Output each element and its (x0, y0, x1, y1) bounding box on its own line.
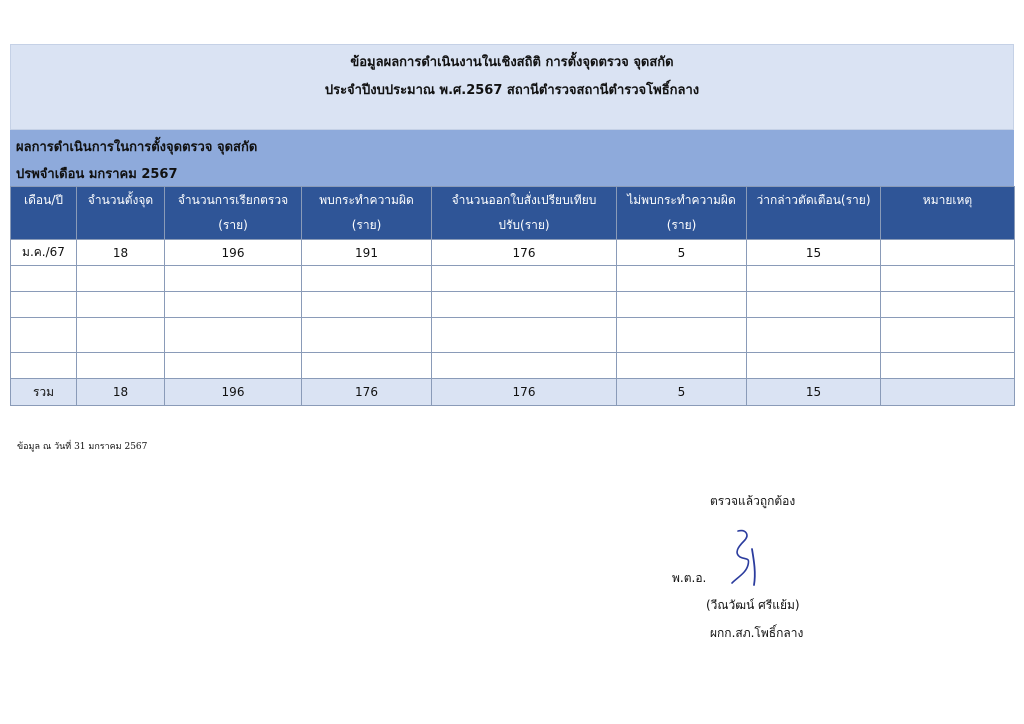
table-cell (165, 318, 302, 353)
col-header-offenses: พบกระทำความผิด (ราย) (302, 187, 432, 240)
table-cell (432, 266, 617, 292)
table-cell: 176 (432, 240, 617, 266)
report-title: ข้อมูลผลการดำเนินงานในเชิงสถิติ การตั้งจุดตรวจ จุดสกัด (350, 55, 674, 70)
table-cell (11, 292, 77, 318)
table-cell (77, 353, 165, 379)
verified-label: ตรวจแล้วถูกต้อง (710, 494, 796, 508)
table-cell (77, 292, 165, 318)
table-cell: 15 (747, 379, 881, 406)
table-cell: 196 (165, 379, 302, 406)
table-total-row (11, 379, 1015, 406)
table-cell (77, 318, 165, 353)
signer-position: ผกก.สภ.โพธิ์กลาง (710, 626, 804, 640)
report-subtitle: ประจำปีงบประมาณ พ.ศ.2567 สถานีตำรวจสถานีตำรวจโพธิ์กลาง (324, 83, 700, 98)
table-cell (302, 353, 432, 379)
section-month: ปรพจำเดือน มกราคม 2567 (16, 167, 178, 182)
table-cell: รวม (11, 379, 77, 406)
table-cell (881, 266, 1015, 292)
table-cell: 5 (617, 240, 747, 266)
col-header-month: เดือน/ปี (11, 187, 77, 240)
table-cell: 191 (302, 240, 432, 266)
table-cell (302, 318, 432, 353)
table-cell: 5 (617, 379, 747, 406)
signer-rank: พ.ต.อ. (672, 571, 707, 585)
table-cell (432, 353, 617, 379)
table-cell (432, 292, 617, 318)
table-cell (881, 353, 1015, 379)
table-cell: 15 (747, 240, 881, 266)
table-cell (747, 266, 881, 292)
table-cell (617, 318, 747, 353)
col-header-checkpoints: จำนวนตั้งจุด (77, 187, 165, 240)
table-cell (747, 353, 881, 379)
table-row (11, 266, 1015, 292)
table-cell (617, 266, 747, 292)
table-cell (77, 266, 165, 292)
table-row (11, 240, 1015, 266)
statistics-table (10, 186, 1015, 406)
table-cell (11, 318, 77, 353)
table-cell (881, 240, 1015, 266)
table-cell (302, 292, 432, 318)
table-cell (881, 292, 1015, 318)
handwritten-signature (726, 527, 766, 589)
table-cell (165, 353, 302, 379)
table-row (11, 292, 1015, 318)
table-cell (11, 353, 77, 379)
col-header-warnings: ว่ากล่าวตัดเตือน(ราย) (747, 187, 881, 240)
table-cell (617, 292, 747, 318)
table-cell (432, 318, 617, 353)
section-header (10, 130, 1014, 186)
table-cell (747, 292, 881, 318)
signer-name: (วีณวัฒน์ ศรีแย้ม) (706, 598, 800, 612)
data-date-note: ข้อมูล ณ วันที่ 31 มกราคม 2567 (17, 442, 148, 452)
report-sheet (10, 44, 1014, 406)
table-cell (165, 292, 302, 318)
table-cell (302, 266, 432, 292)
table-cell: 18 (77, 379, 165, 406)
table-cell: 176 (302, 379, 432, 406)
table-row (11, 318, 1015, 353)
title-block (10, 44, 1014, 130)
table-cell (617, 353, 747, 379)
table-cell: 18 (77, 240, 165, 266)
table-cell (881, 318, 1015, 353)
table-cell (165, 266, 302, 292)
col-header-no-offense: ไม่พบกระทำความผิด (ราย) (617, 187, 747, 240)
table-cell: ม.ค./67 (11, 240, 77, 266)
table-cell: 176 (432, 379, 617, 406)
table-row (11, 353, 1015, 379)
table-header-row (11, 187, 1015, 240)
table-cell: 196 (165, 240, 302, 266)
table-cell (747, 318, 881, 353)
col-header-remarks: หมายเหตุ (881, 187, 1015, 240)
table-cell (11, 266, 77, 292)
col-header-tickets: จำนวนออกใบสั่งเปรียบเทียบ ปรับ(ราย) (432, 187, 617, 240)
section-heading: ผลการดำเนินการในการตั้งจุดตรวจ จุดสกัด (16, 140, 258, 155)
col-header-inspections: จำนวนการเรียกตรวจ (ราย) (165, 187, 302, 240)
table-cell (881, 379, 1015, 406)
